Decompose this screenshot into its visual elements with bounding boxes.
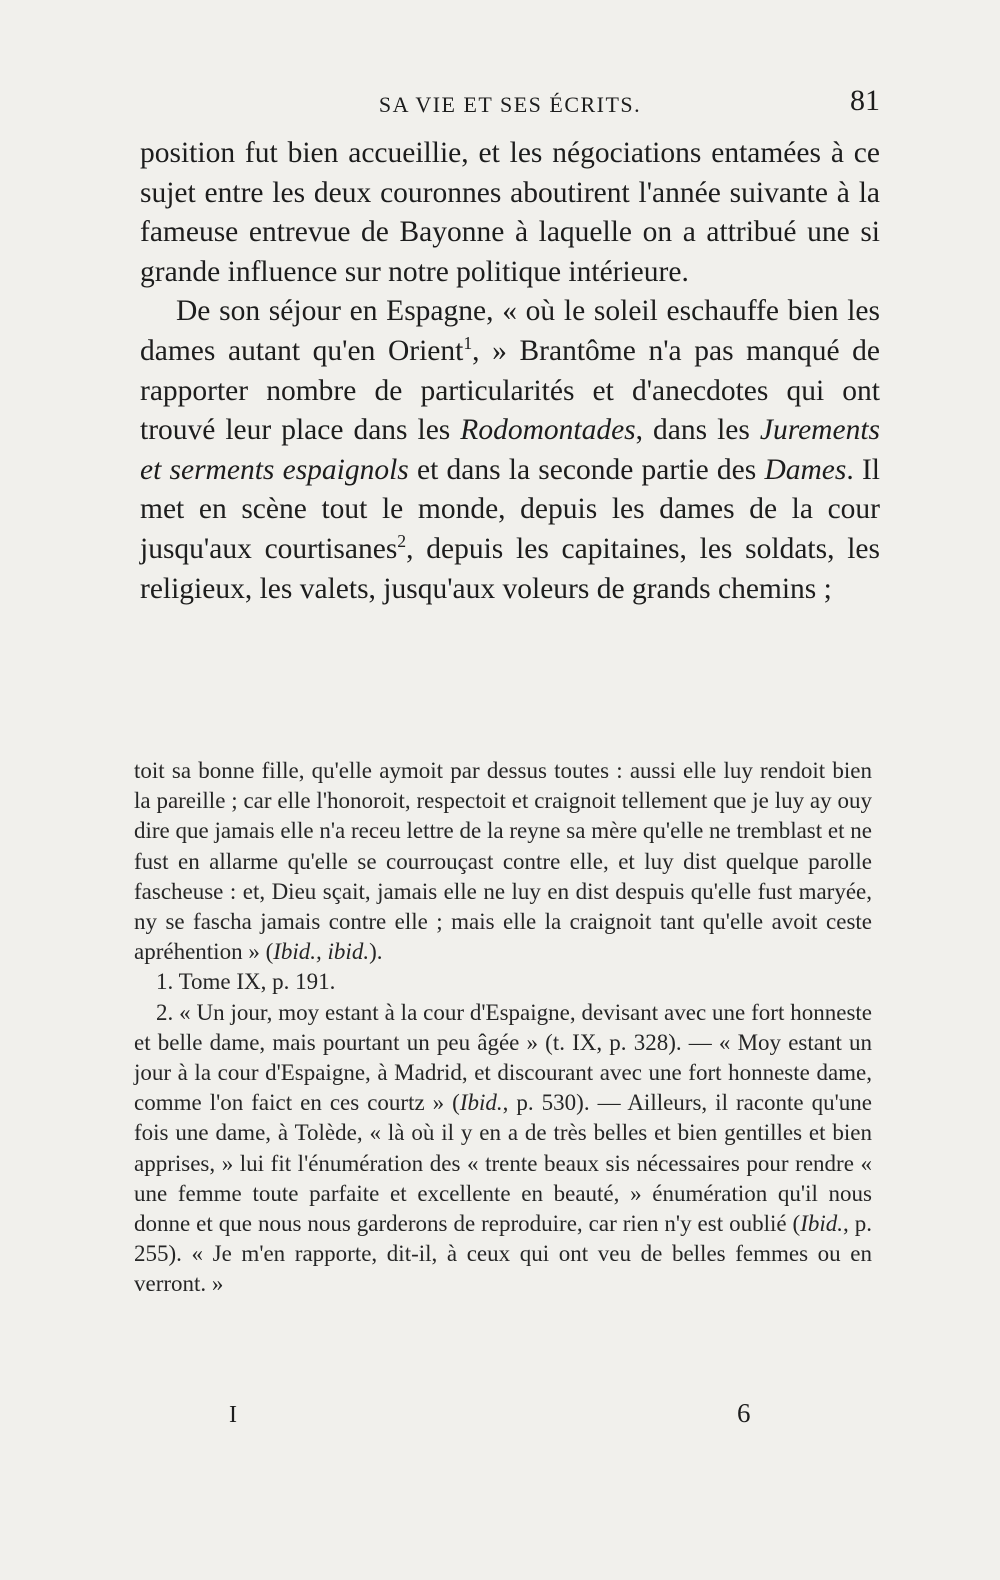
footnote-2-part-a: 2. « Un jour, moy estant à la cour d'Espaigne, devisant avec une fort honneste et belle dame, mais pourtant un peu âgée » (t. IX, p. 328). — « Moy estant un jour à la cour d'Espaigne, à Madrid, et discourant avec une fort honneste dame, comme l'on faict en ces courtz » ( bbox=[134, 999, 872, 1116]
citation-ibid-2b: Ibid. bbox=[800, 1211, 844, 1237]
running-head bbox=[140, 84, 880, 124]
paragraph-2-part-b: , » Brantôme n'a pas manqué de rapporter nombre de particularités et d'anecdotes qui ont trouvé leur place dans les bbox=[140, 334, 880, 447]
paragraph-1 bbox=[140, 134, 880, 292]
paragraph-1-text: position fut bien accueillie, et les négociations entamées à ce sujet entre les deux couronnes aboutirent l'année suivante à la fameuse entrevue de Bayonne à laquelle on a attribué une si grande influence sur notre politique intérieure. bbox=[140, 137, 880, 288]
footnote-continuation-end: ). bbox=[369, 939, 383, 965]
paragraph-2-part-c: , dans les bbox=[635, 414, 760, 447]
footnote-continuation bbox=[134, 756, 872, 967]
paragraph-2-part-d: et dans la seconde partie des bbox=[408, 453, 765, 486]
paragraph-2-part-f: , depuis les capitaines, les soldats, les religieux, les valets, jusqu'aux voleurs de grands chemins ; bbox=[140, 532, 880, 605]
signature-mark: I bbox=[229, 1402, 237, 1428]
gathering-number: 6 bbox=[737, 1398, 751, 1428]
footnote-ref-2: 2 bbox=[397, 531, 407, 552]
paragraph-2-part-a: De son séjour en Espagne, « où le soleil eschauffe bien les dames autant qu'en Orient bbox=[140, 295, 880, 367]
footnote-2-part-b: , p. 530). — Ailleurs, il raconte qu'une fois une dame, à Tolède, « là où il y en a de très belles et bien gentilles et bien apprises, » lui fit l'énumération des « trente beaux sis nécessaires pour rendre « une femme toute parfaite et excellente en beauté, » énumération qu'il nous donne et que nous nous garderons de reproduire, car rien n'y est oublié ( bbox=[134, 1090, 872, 1237]
citation-ibid: Ibid., ibid. bbox=[273, 939, 370, 965]
paragraph-2-part-e: . Il met en scène tout le monde, depuis les dames de la cour jusqu'aux courtisanes bbox=[140, 453, 880, 565]
footnote-1: 1. Tome IX, p. 191. bbox=[156, 969, 336, 995]
paragraph-2 bbox=[140, 292, 880, 609]
title-dames: Dames bbox=[764, 453, 847, 486]
title-jurements: Jurements et serments espaignols bbox=[140, 414, 881, 486]
page-number: 81 bbox=[850, 84, 880, 117]
footnote-2-part-c: , p. 255). « Je m'en rapporte, dit-il, à ceux qui ont veu de belles femmes ou en verront. » bbox=[134, 1211, 872, 1297]
footnotes bbox=[134, 756, 872, 1300]
main-text bbox=[140, 134, 880, 609]
footnote-continuation-text: toit sa bonne fille, qu'elle aymoit par dessus toutes : aussi elle luy rendoit bien la pareille ; car elle l'honoroit, respectoit et craignoit tellement que je luy ay ouy dire que jamais elle n'a receu lettre de la reyne sa mère qu'elle ne tremblast et ne fust en allarme qu'elle se courrouçast contre elle, et luy dist quelque parolle fascheuse : et, Dieu sçait, jamais elle ne luy en dist despuis qu'elle fust maryée, ny se fascha jamais contre elle ; mais elle la craignoit tant qu'elle avoit ceste apréhention » ( bbox=[134, 758, 872, 965]
footnote-ref-1: 1 bbox=[463, 333, 473, 354]
footnote-2 bbox=[134, 998, 872, 1300]
title-rodomontades: Rodomontades bbox=[460, 414, 636, 447]
citation-ibid-2a: Ibid. bbox=[459, 1090, 503, 1116]
running-title: SA VIE ET SES ÉCRITS. bbox=[378, 92, 642, 117]
